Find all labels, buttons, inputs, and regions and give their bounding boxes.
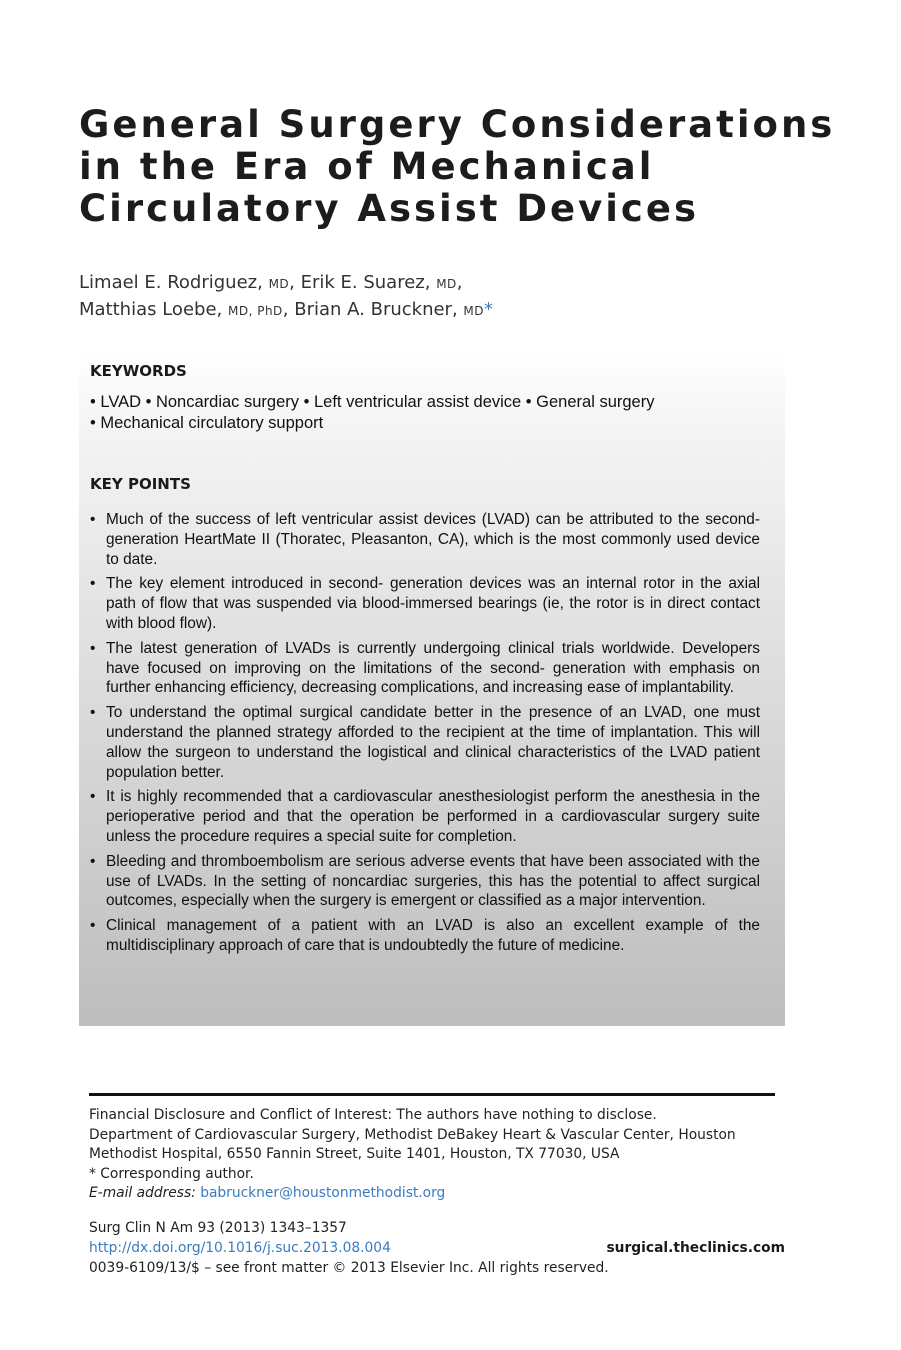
email-link[interactable]: babruckner@houstonmethodist.org (200, 1185, 446, 1202)
keywords-line: • Mechanical circulatory support (90, 414, 324, 432)
author-name: Matthias Loebe, (79, 299, 223, 320)
footnote-divider (89, 1093, 775, 1096)
email-label: E-mail address: (89, 1185, 196, 1202)
key-point-item: • The latest generation of LVADs is currently undergoing clinical trials worldwide. Developers have focused on improving on the limitations of the second- generation with emphasis on further enhancing efficiency, decreasing complications, and increasing ease of implantability. (90, 639, 760, 698)
key-points-list (90, 510, 760, 961)
key-point-item: • Bleeding and thromboembolism are serious adverse events that have been associated with the use of LVADs. In the setting of noncardiac surgeries, this has the potential to affect surgical outcomes, especially when the surgery is emergent or classified as a major intervention. (90, 852, 760, 911)
author-degree: MD, PhD (227, 304, 283, 318)
disclosure-note: Financial Disclosure and Conflict of Interest: The authors have nothing to disclose. (89, 1107, 657, 1123)
keywords-heading: KEYWORDS (90, 362, 187, 380)
author-list (79, 270, 839, 324)
abstract-box (79, 350, 785, 1026)
corresponding-author-link[interactable]: * (484, 299, 494, 320)
email-note (89, 1184, 789, 1204)
key-points-heading: KEY POINTS (90, 475, 191, 493)
key-point-item: • Much of the success of left ventricular assist devices (LVAD) can be attributed to the second-generation HeartMate II (Thoratec, Pleasanton, CA), which is the most commonly used device to date. (90, 510, 760, 569)
title-line: General Surgery Considerations (79, 103, 836, 146)
author-line: Limael E. Rodriguez, MD, Erik E. Suarez, MD, (79, 272, 463, 293)
keywords-list (90, 392, 770, 434)
doi-link[interactable]: http://dx.doi.org/10.1016/j.suc.2013.08.004 (89, 1240, 391, 1256)
key-point-item: • Clinical management of a patient with an LVAD is also an excellent example of the multidisciplinary approach of care that is undoubtedly the future of medicine. (90, 916, 760, 956)
copyright-line: 0039-6109/13/$ – see front matter © 2013 Elsevier Inc. All rights reserved. (89, 1260, 609, 1276)
key-point-item: • It is highly recommended that a cardiovascular anesthesiologist perform the anesthesia in the perioperative period and that the operation be performed in a cardiovascular surgery suite unless the procedure requires a special suite for completion. (90, 787, 760, 846)
author-degree: MD (268, 277, 290, 291)
title-line: Circulatory Assist Devices (79, 187, 699, 230)
affiliation-note: Department of Cardiovascular Surgery, Methodist DeBakey Heart & Vascular Center, Houston Methodist Hospital, 6550 Fannin Street, Suite 1401, Houston, TX 77030, USA (89, 1126, 736, 1163)
author-name: Erik E. Suarez, (300, 272, 431, 293)
key-point-item: • The key element introduced in second- generation devices was an internal rotor in the axial path of flow that was suspended via blood-immersed bearings (ie, the rotor is in direct contact with blood flow). (90, 574, 760, 633)
footnotes (89, 1106, 789, 1204)
author-degree: MD (463, 304, 485, 318)
journal-citation: Surg Clin N Am 93 (2013) 1343–1357 (89, 1220, 347, 1236)
citation-block (89, 1218, 785, 1278)
title-line: in the Era of Mechanical (79, 145, 655, 188)
author-name: Limael E. Rodriguez, (79, 272, 263, 293)
doi-row (89, 1238, 785, 1258)
author-line: Matthias Loebe, MD, PhD, Brian A. Bruckner, MD* (79, 299, 494, 320)
author-degree: MD (436, 277, 457, 291)
journal-site: surgical.theclinics.com (606, 1240, 785, 1256)
keywords-line: • LVAD • Noncardiac surgery • Left ventricular assist device • General surgery (90, 393, 655, 411)
corresponding-note: * Corresponding author. (89, 1165, 254, 1182)
author-name: Brian A. Bruckner, (294, 299, 458, 320)
key-point-item: • To understand the optimal surgical candidate better in the presence of an LVAD, one must understand the planned strategy afforded to the recipient at the time of implantation. This will allow the surgeon to understand the logistical and clinical characteristics of the LVAD patient population better. (90, 703, 760, 782)
article-title (79, 104, 839, 230)
